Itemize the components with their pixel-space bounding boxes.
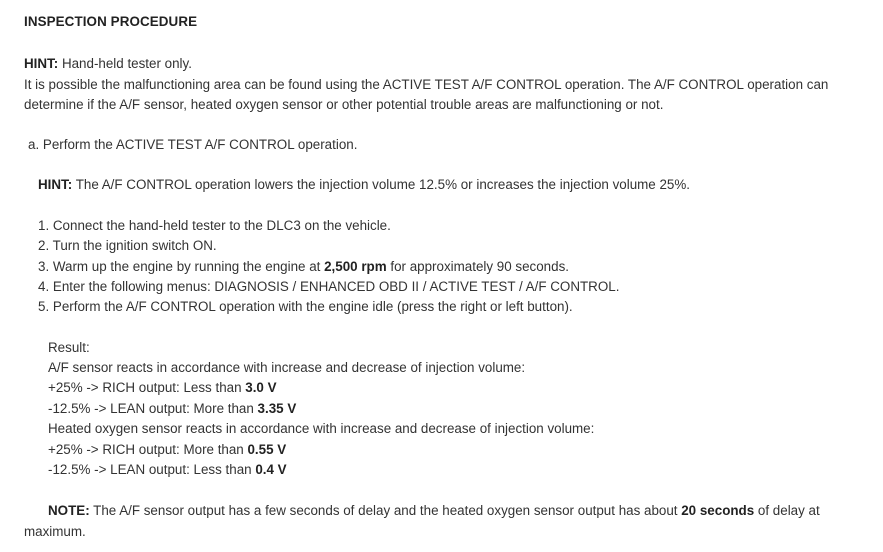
ho-rich-value: 0.55 V (247, 442, 287, 457)
delay-value: 20 seconds (681, 503, 755, 518)
hint-paragraph-line-1: It is possible the malfunctioning area can be found using the ACTIVE TEST A/F CONTROL operation. The A/F CONTROL operation can (24, 77, 829, 92)
list-item-step-2: 2. Turn the ignition switch ON. (38, 238, 217, 253)
step-3-text: 3. Warm up the engine by running the engine at (38, 259, 325, 274)
step-a: a. Perform the ACTIVE TEST A/F CONTROL operation. (28, 137, 358, 152)
ho-sensor-heading: Heated oxygen sensor reacts in accordance with increase and decrease of injection volume: (48, 421, 595, 436)
af-lean-output (48, 399, 296, 419)
af-lean-text: -12.5% -> LEAN output: More than (48, 401, 258, 416)
hint-label: HINT: (24, 56, 59, 71)
step-3-text-end: for approximately 90 seconds. (386, 259, 569, 274)
result-label: Result: (48, 340, 90, 355)
ho-rich-text: +25% -> RICH output: More than (48, 442, 248, 457)
ho-lean-value: 0.4 V (255, 462, 287, 477)
af-lean-value: 3.35 V (257, 401, 297, 416)
note-text-end: of delay at (754, 503, 820, 518)
af-rich-text: +25% -> RICH output: Less than (48, 380, 246, 395)
ho-rich-output (48, 440, 286, 460)
hint-text: Hand-held tester only. (58, 56, 192, 71)
note-text: The A/F sensor output has a few seconds of delay and the heated oxygen sensor output has about (89, 503, 682, 518)
af-rich-value: 3.0 V (245, 380, 277, 395)
rpm-value: 2,500 rpm (324, 259, 387, 274)
hint-paragraph-line-2: determine if the A/F sensor, heated oxygen sensor or other potential trouble areas are malfunctioning or not. (24, 97, 664, 112)
af-sensor-heading: A/F sensor reacts in accordance with increase and decrease of injection volume: (48, 360, 526, 375)
hint-hand-held (24, 54, 192, 74)
page-title: INSPECTION PROCEDURE (24, 14, 198, 29)
note-label: NOTE: (48, 503, 90, 518)
list-item-step-1: 1. Connect the hand-held tester to the DLC3 on the vehicle. (38, 218, 391, 233)
ho-lean-text: -12.5% -> LEAN output: Less than (48, 462, 256, 477)
note (48, 501, 820, 521)
list-item-step-3 (38, 257, 569, 277)
list-item-step-5: 5. Perform the A/F CONTROL operation with the engine idle (press the right or left button). (38, 299, 573, 314)
hint-label: HINT: (38, 177, 73, 192)
af-rich-output (48, 378, 277, 398)
hint-af-control (38, 175, 690, 195)
list-item-step-4: 4. Enter the following menus: DIAGNOSIS / ENHANCED OBD II / ACTIVE TEST / A/F CONTROL. (38, 279, 620, 294)
ho-lean-output (48, 460, 287, 480)
hint-text: The A/F CONTROL operation lowers the injection volume 12.5% or increases the injection volume 25%. (72, 177, 690, 192)
note-line-2: maximum. (24, 524, 86, 539)
